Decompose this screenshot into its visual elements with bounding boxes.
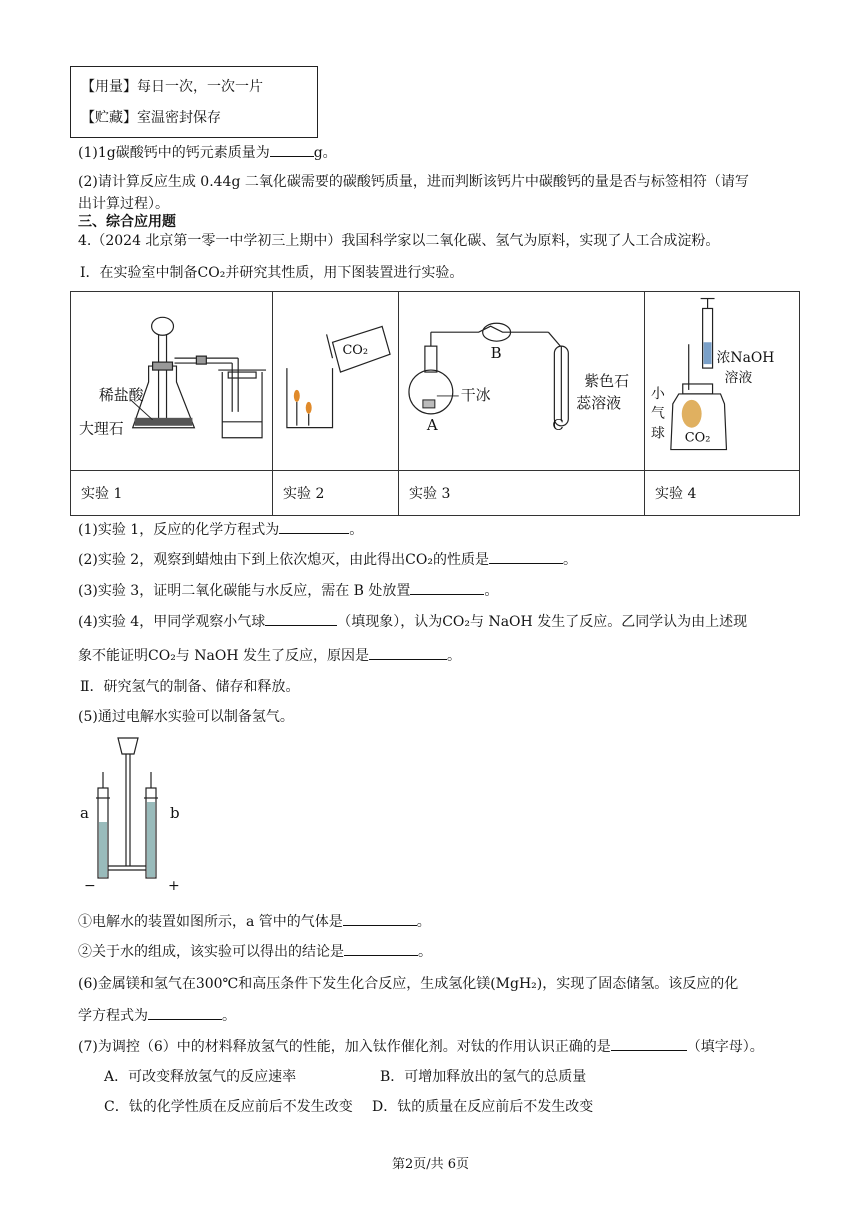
exp4-balloon-line2: 气 — [650, 405, 665, 422]
answer-blank[interactable] — [410, 580, 484, 595]
experiment-table — [70, 291, 800, 516]
exp4-balloon-line1: 小 — [650, 385, 665, 402]
experiment-4-figure — [645, 292, 800, 471]
part-1-heading: Ⅰ．在实验室中制备CO₂并研究其性质，用下图装置进行实验。 — [80, 265, 464, 281]
option-d[interactable]: D．钛的质量在反应前后不发生改变 — [372, 1099, 594, 1115]
page-footer: 第2页/共 6页 — [392, 1157, 470, 1172]
exp4-naoh-line1: 浓NaOH — [716, 350, 775, 367]
question-exp4-line2: 象不能证明CO₂与 NaOH 发生了反应，原因是 。 — [78, 645, 461, 665]
answer-blank[interactable] — [279, 519, 349, 534]
candle-beaker-apparatus — [273, 292, 398, 470]
question-2-line1: (2)请计算反应生成 0.44g 二氧化碳需要的碳酸钙质量，进而判断该钙片中碳酸钙的量是否与标签相符（请写 — [78, 174, 749, 190]
answer-blank[interactable] — [369, 645, 447, 660]
question-6-line1: (6)金属镁和氢气在300℃和高压条件下发生化合反应，生成氢化镁(MgH₂)，实现了固态储氢。该反应的化 — [78, 976, 739, 992]
caption-experiment-1: 实验 1 — [71, 471, 273, 516]
answer-blank[interactable] — [265, 611, 337, 626]
exp4-co2-label: CO₂ — [684, 430, 711, 446]
naoh-balloon-apparatus — [645, 292, 799, 470]
answer-blank[interactable] — [344, 941, 418, 956]
tube-a-label: a — [80, 804, 89, 822]
exp1-marble-label: 大理石 — [78, 419, 124, 438]
question-5-1: ①电解水的装置如图所示，a 管中的气体是 。 — [78, 911, 431, 931]
positive-electrode-label: + — [168, 878, 180, 894]
question-5-intro: (5)通过电解水实验可以制备氢气。 — [78, 709, 294, 725]
question-5-2: ②关于水的组成，该实验可以得出的结论是 。 — [78, 941, 432, 961]
caption-experiment-2: 实验 2 — [273, 471, 399, 516]
answer-blank[interactable] — [489, 549, 563, 564]
label-dosage: 【用量】每日一次，一次一片 — [81, 79, 263, 95]
question-6-line2: 学方程式为 。 — [78, 1005, 236, 1025]
answer-blank[interactable] — [270, 142, 314, 157]
exp4-balloon-line3: 球 — [650, 425, 665, 442]
exp3-label-b: B — [490, 344, 502, 363]
answer-blank[interactable] — [148, 1005, 222, 1020]
question-2-line2: 出计算过程）。 — [78, 196, 169, 212]
exp1-acid-label: 稀盐酸 — [98, 385, 144, 404]
exp3-label-c: C — [552, 415, 564, 434]
exp2-co2-label: CO₂ — [342, 343, 369, 359]
question-exp2: (2)实验 2，观察到蜡烛由下到上依次熄灭，由此得出CO₂的性质是 。 — [78, 549, 577, 569]
option-c[interactable]: C．钛的化学性质在反应前后不发生改变 — [104, 1099, 353, 1115]
answer-blank[interactable] — [611, 1036, 687, 1051]
experiment-3-figure — [399, 292, 645, 471]
option-b[interactable]: B．可增加释放出的氢气的总质量 — [380, 1069, 587, 1085]
negative-electrode-label: − — [84, 878, 96, 894]
exp3-litmus-line1: 紫色石 — [584, 371, 630, 390]
section-title: 三、综合应用题 — [78, 214, 176, 230]
exp3-label-a: A — [426, 415, 438, 434]
caption-experiment-4: 实验 4 — [645, 471, 800, 516]
answer-blank[interactable] — [343, 911, 417, 926]
option-a[interactable]: A．可改变释放氢气的反应速率 — [104, 1069, 297, 1085]
question-exp3: (3)实验 3，证明二氧化碳能与水反应，需在 B 处放置 。 — [78, 580, 498, 600]
caption-experiment-3: 实验 3 — [399, 471, 645, 516]
co2-generation-apparatus — [71, 292, 272, 470]
label-storage: 【贮藏】室温密封保存 — [81, 110, 221, 126]
question-1-calcium: (1)1g碳酸钙中的钙元素质量为 g。 — [78, 142, 337, 162]
medicine-label-box — [70, 66, 318, 138]
experiment-2-figure — [273, 292, 399, 471]
question-7: (7)为调控（6）中的材料释放氢气的性能，加入钛作催化剂。对钛的作用认识正确的是 （填字母）。 — [78, 1036, 764, 1056]
tube-b-label: b — [170, 804, 180, 822]
electrolysis-apparatus-figure — [78, 732, 188, 898]
problem-4-intro: 4.（2024 北京第一零一中学初三上期中）我国科学家以二氧化碳、氢气为原料，实现了人工合成淀粉。 — [78, 233, 720, 249]
exp3-litmus-line2: 蕊溶液 — [576, 393, 622, 412]
exp4-naoh-line2: 溶液 — [724, 369, 753, 386]
question-exp1: (1)实验 1，反应的化学方程式为 。 — [78, 519, 363, 539]
experiment-1-figure — [71, 292, 273, 471]
question-exp4-line1: (4)实验 4，甲同学观察小气球 （填现象），认为CO₂与 NaOH 发生了反应。乙同学认为由上述现 — [78, 611, 747, 631]
exp3-dry-ice-label: 干冰 — [460, 385, 491, 404]
dry-ice-litmus-apparatus — [399, 292, 644, 470]
part-2-heading: Ⅱ．研究氢气的制备、储存和释放。 — [80, 679, 300, 695]
